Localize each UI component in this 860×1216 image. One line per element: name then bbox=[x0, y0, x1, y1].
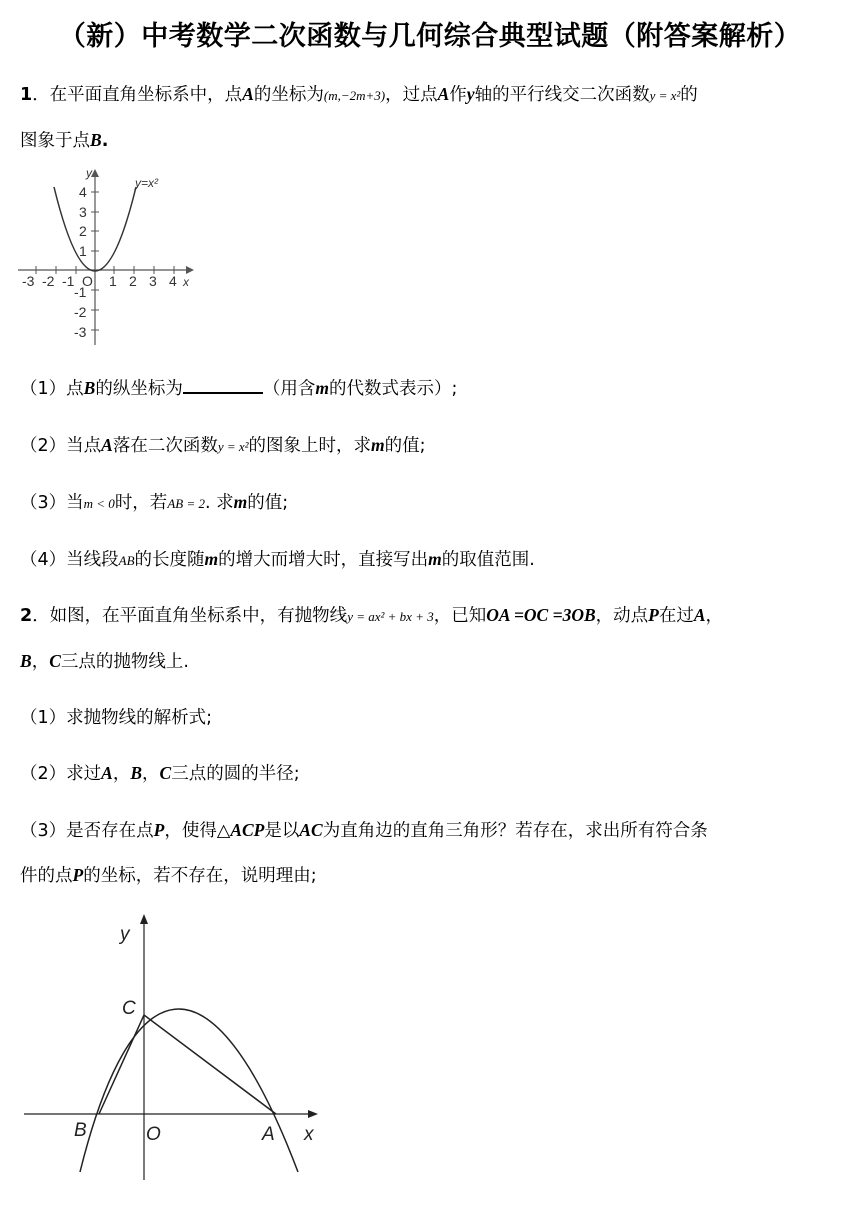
x-tick-label: 1 bbox=[109, 273, 117, 289]
y-tick-label: -2 bbox=[74, 304, 87, 320]
origin-label: O bbox=[82, 273, 93, 289]
x-tick-label: -2 bbox=[42, 273, 55, 289]
x-tick-label: 4 bbox=[169, 273, 177, 289]
y-tick-label: 4 bbox=[79, 184, 87, 200]
x-axis-label: x bbox=[304, 1124, 314, 1145]
point-c-label: C bbox=[122, 998, 136, 1019]
q1-parabola-graph bbox=[14, 165, 204, 350]
x-tick-label: 3 bbox=[149, 273, 157, 289]
parabola-formula: y = ax² + bx + 3 bbox=[347, 609, 434, 624]
origin-label: O bbox=[146, 1124, 161, 1145]
condition-ab: AB = 2 bbox=[167, 496, 205, 511]
curve-label: y=x² bbox=[135, 176, 159, 190]
point-b-label: B bbox=[90, 130, 102, 150]
point-b-label: B bbox=[74, 1120, 87, 1141]
answer-blank bbox=[183, 378, 263, 394]
q2-sub2: （2）求过A，B，C三点的圆的半径; bbox=[20, 763, 300, 784]
q2-sub1: （1）求抛物线的解析式; bbox=[20, 708, 213, 728]
x-tick-label: -3 bbox=[22, 273, 35, 289]
coord-a-formula: (m,−2m+3) bbox=[323, 88, 386, 103]
q2-stem-line1: 2．如图，在平面直角坐标系中，有抛物线y = ax² + bx + 3，已知OA =OC =3OB，动点P在过A， bbox=[20, 605, 724, 626]
x-axis-label: x bbox=[183, 275, 189, 289]
q2-number: 2 bbox=[20, 606, 33, 626]
q2-geometry-graph bbox=[20, 910, 330, 1190]
page-title: （新）中考数学二次函数与几何综合典型试题（附答案解析） bbox=[58, 21, 802, 52]
y-tick-label: -1 bbox=[74, 284, 87, 300]
x-tick-label: 2 bbox=[129, 273, 137, 289]
q1-sub4: （4）当线段AB的长度随m的增大而增大时，直接写出m的取值范围. bbox=[20, 549, 535, 570]
quadratic-formula: y = x² bbox=[649, 88, 681, 103]
y-axis-label: y bbox=[120, 924, 130, 945]
y-tick-label: 1 bbox=[79, 243, 87, 259]
y-tick-label: 3 bbox=[79, 204, 87, 220]
condition-m: m < 0 bbox=[83, 496, 115, 511]
point-a-label: A bbox=[262, 1124, 275, 1145]
q2-sub3-line2: 件的点P的坐标，若不存在，说明理由; bbox=[20, 865, 317, 886]
q1-sub1: （1）点B的纵坐标为 （用含m的代数式表示）; bbox=[20, 378, 458, 399]
y-tick-label: -3 bbox=[74, 324, 87, 340]
y-axis-label: y bbox=[86, 166, 92, 180]
q2-sub3-line1: （3）是否存在点P，使得△ACP是以AC为直角边的直角三角形？若存在，求出所有符合条 bbox=[20, 820, 708, 841]
x-tick-label: -1 bbox=[62, 273, 75, 289]
y-tick-label: 2 bbox=[79, 223, 87, 239]
q1-number: 1 bbox=[20, 85, 33, 105]
q1-sub2: （2）当点A落在二次函数y = x²的图象上时，求m的值; bbox=[20, 435, 426, 456]
q2-stem-line2: B，C三点的抛物线上. bbox=[20, 651, 189, 672]
q1-sub3: （3）当m < 0时，若AB = 2. 求m的值; bbox=[20, 492, 289, 513]
q1-stem-line1: 1．在平面直角坐标系中，点A的坐标为(m,−2m+3)，过点A作y轴的平行线交二次函数y = x²的 bbox=[20, 84, 698, 105]
point-a-label: A bbox=[242, 84, 254, 104]
relation-formula: OA =OC =3OB bbox=[486, 605, 596, 625]
q1-stem-line2: 图象于点B. bbox=[20, 130, 109, 151]
